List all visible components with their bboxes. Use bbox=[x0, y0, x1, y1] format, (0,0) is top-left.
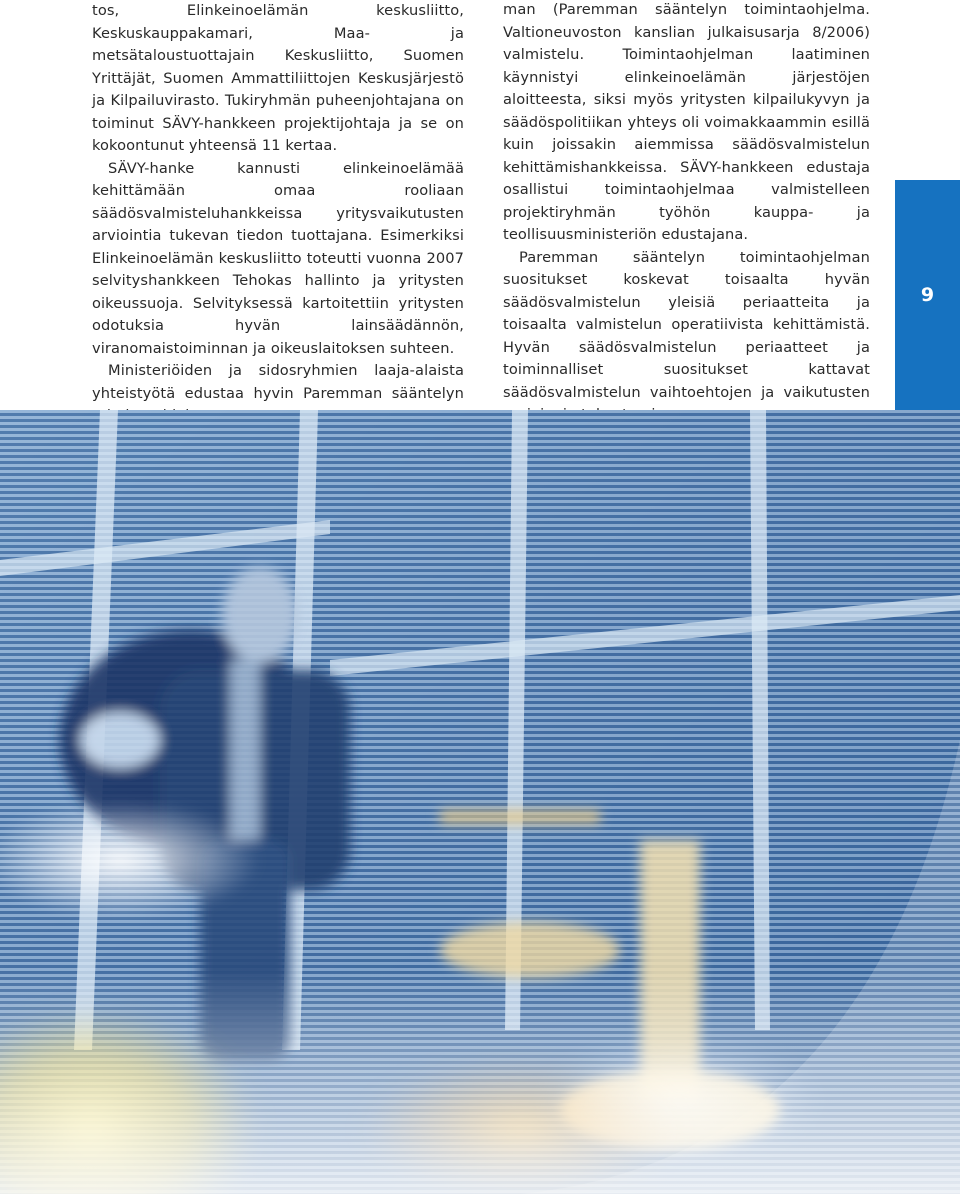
paragraph: SÄVY-hanke kannusti elinkeinoelämää kehittämään omaa rooliaan säädösvalmisteluhankkeissa yritysvaikutusten arviointia tukevan tiedon tuottajana. Esimerkiksi Elinkeinoelämän keskusliitto toteutti vuonna 2007 selvityshankkeen Tehokas hallinto ja yritysten oikeussuoja. Selvityksessä kartoitettiin yritysten odotuksia hyvän lainsäädännön, viranomaistoiminnan ja oikeuslaitoksen suhteen. bbox=[92, 159, 464, 357]
left-text-column bbox=[92, 0, 464, 428]
page-number: 9 bbox=[920, 284, 935, 306]
paragraph: Paremman sääntelyn toimintaohjelman suositukset koskevat toisaalta hyvän säädösvalmistelun yleisiä periaatteita ja toisaalta valmistelun operatiivista kehittämistä. Hyvän säädösvalmistelun periaatteet ja toiminnalliset suositukset kattavat säädösvalmistelun vaihtoehtojen ja vaikutusten bbox=[503, 248, 870, 401]
paragraph: tos, Elinkeinoelämän keskusliitto, Keskuskauppakamari, Maa- ja metsätaloustuottajain Keskusliitto, Suomen Yrittäjät, Suomen Ammattiliittojen Keskusjärjestö ja Kilpailuvirasto. Tukiryhmän puheenjohtajana on toiminut SÄVY-hankkeen projektijohtaja ja se on kokoontunut yhteensä 11 kertaa. bbox=[92, 2, 464, 154]
paragraph: Ministeriöiden ja sidosryhmien laaja-alaista yhteistyötä edustaa hyvin Paremman sääntelyn bbox=[92, 362, 464, 402]
right-text-column bbox=[503, 0, 870, 427]
paragraph: man (Paremman sääntelyn toimintaohjelma. Valtioneuvoston kanslian julkaisusarja 8/2006) valmistelu. Toimintaohjelman laatiminen käynnistyi elinkeinoelämän järjestöjen aloitteesta, siksi myös yritysten kilpailukyvyn ja säädöspolitiikan yhteys oli voimakkaammin esillä kuin joissakin aiemmissa säädösvalmistelun kehittämishankkeissa. SÄVY-hankkeen edustaja osallistui toimintaohjelmaa valmistelleen projektiryhmän työhön kauppa- ja teollisuusministeriön edustajana. bbox=[503, 1, 870, 243]
page-number-tab bbox=[895, 180, 960, 410]
office-photo-illustration bbox=[0, 410, 960, 1194]
office-photo bbox=[0, 410, 960, 1194]
